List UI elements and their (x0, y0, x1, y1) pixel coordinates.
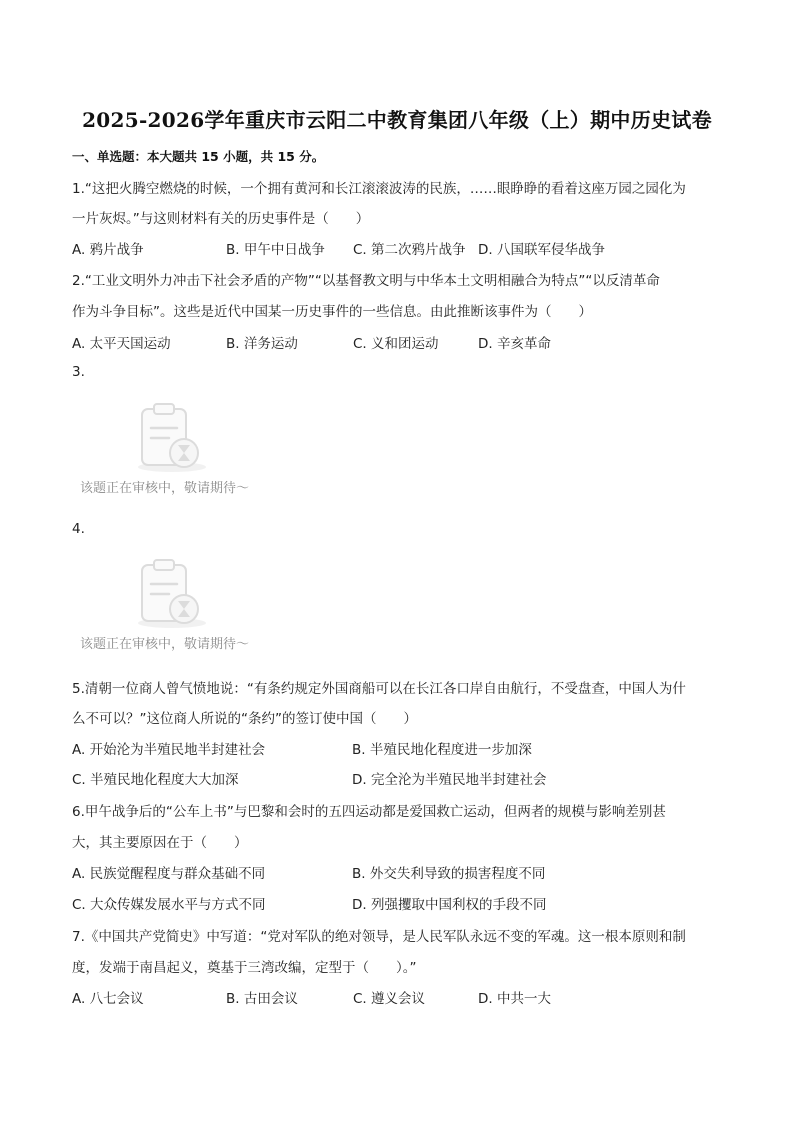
question-1-line-2: 一片灰烬。”与这则材料有关的历史事件是（ ） (72, 211, 370, 227)
question-6-option-a: A. 民族觉醒程度与群众基础不同 (72, 866, 266, 882)
question-7-line-1: 7.《中国共产党简史》中写道：“党对军队的绝对领导，是人民军队永远不变的军魂。这一根本原则和制 (72, 929, 686, 945)
question-1-option-a: A. 鸦片战争 (72, 242, 144, 258)
question-5-option-b: B. 半殖民地化程度进一步加深 (352, 742, 532, 758)
section-heading: 一、单选题：本大题共 15 小题，共 15 分。 (72, 149, 325, 164)
question-2-line-1: 2.“工业文明外力冲击下社会矛盾的产物”“以基督教文明与中华本土文明相融合为特点”“以反清革命 (72, 273, 660, 289)
question-7-line-2: 度，发端于南昌起义，奠基于三湾改编，定型于（ ）。” (72, 960, 417, 976)
question-7-option-c: C. 遵义会议 (353, 991, 426, 1007)
question-1-option-d: D. 八国联军侵华战争 (478, 242, 605, 258)
question-2-line-2: 作为斗争目标”。这些是近代中国某一历史事件的一些信息。由此推断该事件为（ ） (72, 304, 592, 320)
question-2-option-b: B. 洋务运动 (226, 336, 298, 352)
question-2-option-a: A. 太平天国运动 (72, 336, 171, 352)
question-5-option-c: C. 半殖民地化程度大大加深 (72, 772, 239, 788)
exam-title: 2025-2026学年重庆市云阳二中教育集团八年级（上）期中历史试卷 (82, 108, 712, 132)
clipboard-hourglass-icon (134, 557, 210, 631)
question-6-option-b: B. 外交失利导致的损害程度不同 (352, 866, 546, 882)
question-1-option-b: B. 甲午中日战争 (226, 242, 325, 258)
question-6-option-c: C. 大众传媒发展水平与方式不同 (72, 897, 266, 913)
question-6-option-d: D. 列强攫取中国利权的手段不同 (352, 897, 547, 913)
pending-review-text: 该题正在审核中，敬请期待～ (80, 637, 250, 652)
question-7-option-a: A. 八七会议 (72, 991, 144, 1007)
question-7-option-b: B. 古田会议 (226, 991, 298, 1007)
question-5-option-a: A. 开始沦为半殖民地半封建社会 (72, 742, 266, 758)
question-7-option-d: D. 中共一大 (478, 991, 551, 1007)
question-1-option-c: C. 第二次鸦片战争 (353, 242, 466, 258)
question-1-line-1: 1.“这把火腾空燃烧的时候，一个拥有黄河和长江滚滚波涛的民族，……眼睁睁的看着这座万园之园化为 (72, 181, 686, 197)
question-4-number: 4. (72, 521, 85, 537)
question-5-line-1: 5.清朝一位商人曾气愤地说：“有条约规定外国商船可以在长江各口岸自由航行，不受盘查，中国人为什 (72, 681, 686, 697)
question-4-pending (80, 557, 280, 652)
pending-review-text: 该题正在审核中，敬请期待～ (80, 481, 250, 496)
question-5-line-2: 么不可以？”这位商人所说的“条约”的签订使中国（ ） (72, 711, 417, 727)
question-3-number: 3. (72, 364, 85, 380)
question-6-line-1: 6.甲午战争后的“公车上书”与巴黎和会时的五四运动都是爱国救亡运动，但两者的规模与影响差别甚 (72, 804, 666, 820)
clipboard-hourglass-icon (134, 401, 210, 475)
question-2-option-c: C. 义和团运动 (353, 336, 439, 352)
question-6-line-2: 大，其主要原因在于（ ） (72, 835, 248, 851)
question-3-pending (80, 401, 280, 496)
question-2-option-d: D. 辛亥革命 (478, 336, 551, 352)
question-5-option-d: D. 完全沦为半殖民地半封建社会 (352, 772, 547, 788)
